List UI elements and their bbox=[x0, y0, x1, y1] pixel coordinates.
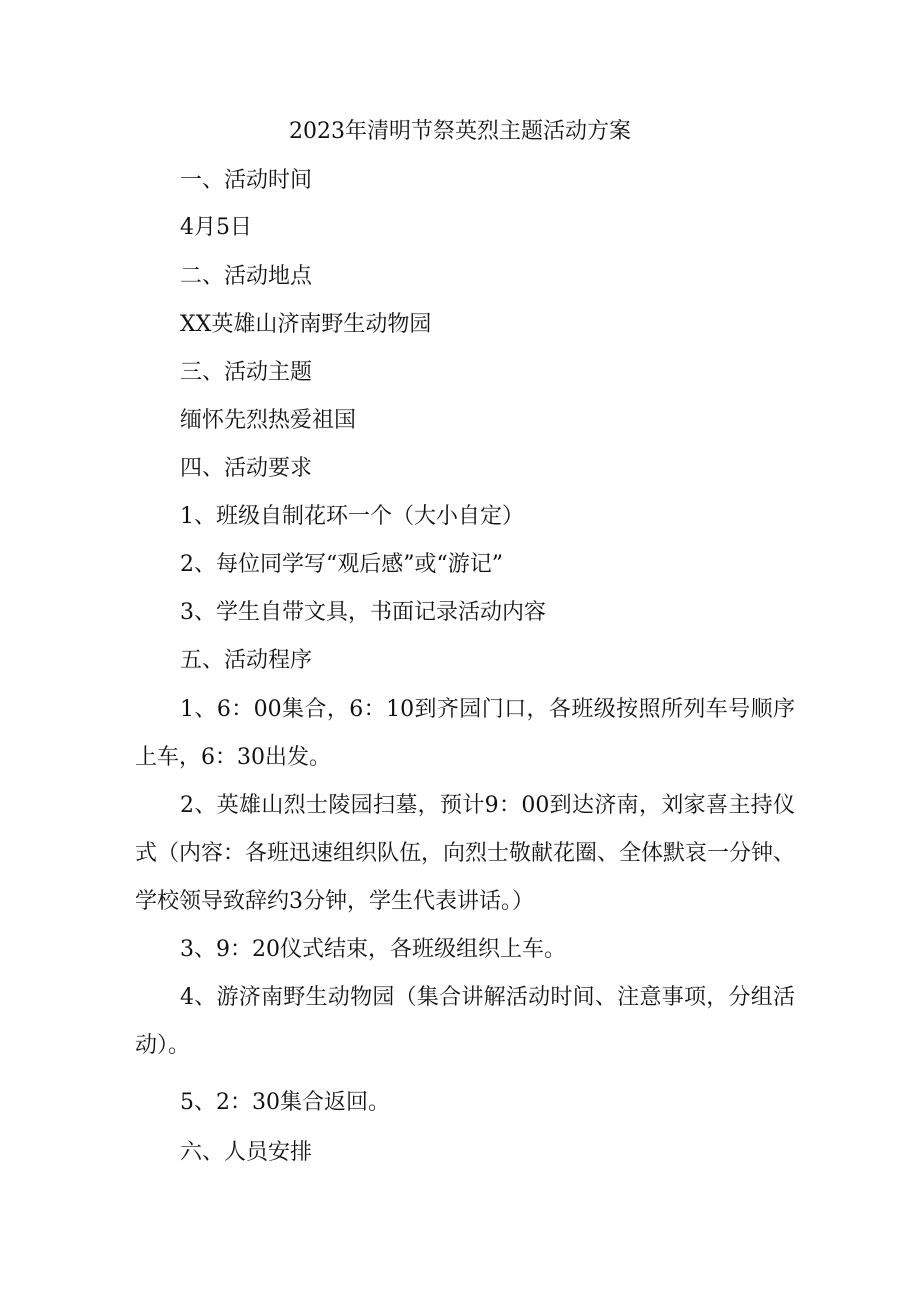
procedure-item: 5、2：30集合返回。 bbox=[180, 1090, 390, 1115]
procedure-item: 4、游济南野生动物园（集合讲解活动时间、注意事项，分组活动）。 bbox=[135, 985, 795, 1058]
section-heading-theme: 三、活动主题 bbox=[180, 360, 313, 385]
section-body-time: 4月5日 bbox=[180, 215, 252, 240]
section-heading-time: 一、活动时间 bbox=[180, 168, 313, 193]
requirement-item: 3、学生自带文具，书面记录活动内容 bbox=[180, 600, 546, 625]
requirement-item: 2、每位同学写“观后感”或“游记” bbox=[180, 552, 503, 577]
requirement-item: 1、班级自制花环一个（大小自定） bbox=[180, 504, 524, 529]
section-heading-procedure: 五、活动程序 bbox=[180, 648, 313, 673]
section-body-theme: 缅怀先烈热爱祖国 bbox=[180, 408, 357, 433]
procedure-item: 3、9：20仪式结束，各班级组织上车。 bbox=[180, 937, 566, 962]
section-heading-requirements: 四、活动要求 bbox=[180, 456, 313, 481]
procedure-item: 2、英雄山烈士陵园扫墓，预计9：00到达济南，刘家喜主持仪式（内容：各班迅速组织队伍，向烈士敬献花圈、全体默哀一分钟、学校领导致辞约3分钟，学生代表讲话。） bbox=[135, 793, 796, 914]
section-heading-location: 二、活动地点 bbox=[180, 264, 313, 289]
document-title: 2023年清明节祭英烈主题活动方案 bbox=[289, 119, 631, 144]
section-body-location: XX英雄山济南野生动物园 bbox=[180, 312, 432, 337]
section-heading-staffing: 六、人员安排 bbox=[180, 1140, 313, 1165]
procedure-item: 1、6：00集合，6：10到齐园门口，各班级按照所列车号顺序上车，6：30出发。 bbox=[135, 697, 795, 770]
